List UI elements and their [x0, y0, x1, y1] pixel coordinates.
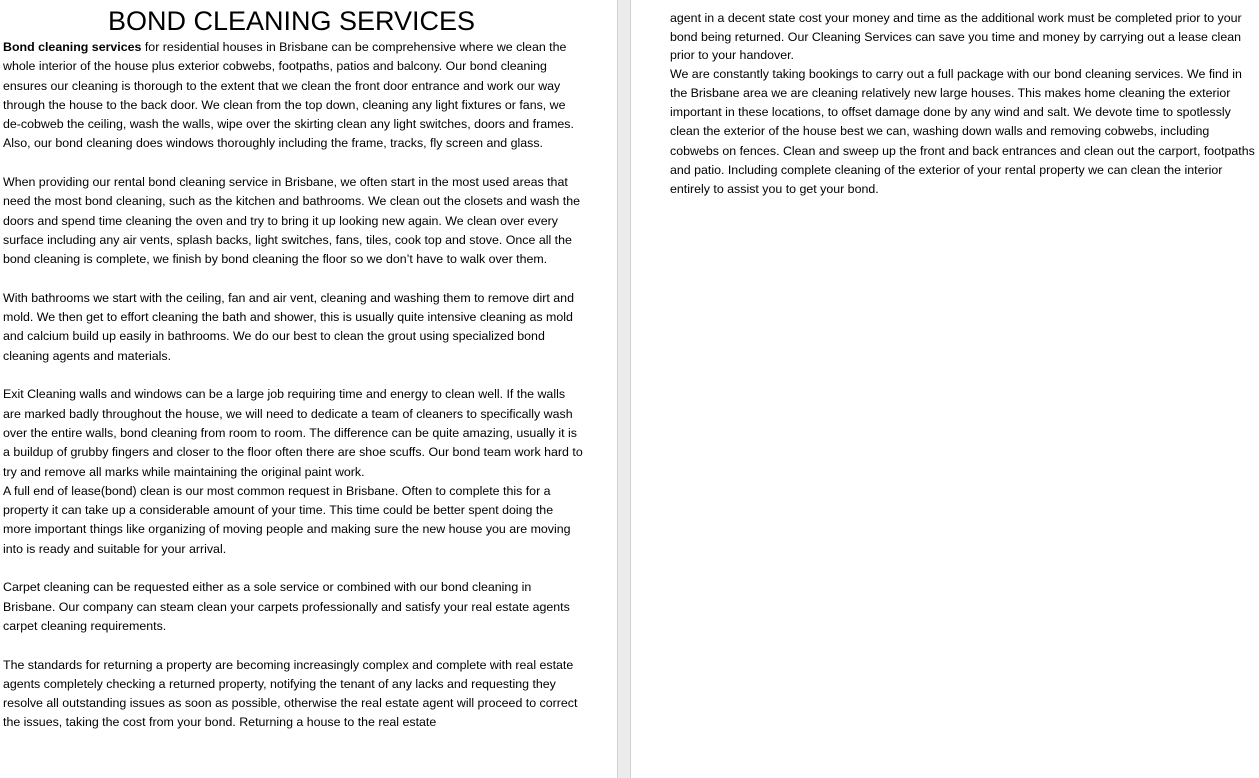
page-separator: [617, 0, 631, 778]
paragraph-spacer: [3, 366, 583, 385]
paragraph-bathrooms: With bathrooms we start with the ceiling, fan and air vent, cleaning and washing them to remove dirt and mold. We then get to effort cleaning the bath and shower, this is usually quite intensive cleaning as mold and calcium build up easily in bathrooms. We do our best to clean the grout using specialized bond cleaning agents and materials.: [3, 290, 574, 363]
paragraph-intro: [3, 38, 583, 154]
paragraph-spacer: [3, 636, 583, 655]
paragraph-intro-text: for residential houses in Brisbane can be comprehensive where we clean the whole interior of the house plus exterior cobwebs, footpaths, patios and balcony. Our bond cleaning ensures our cleaning is thorough to the extent that we clean the front door entrance and work our way through the house to the back door. We clean from the top down, cleaning any light fixtures or fans, we de-cobweb the ceiling, wash the walls, wipe over the skirting clean any light switches, doors and frames. Also, our bond cleaning does windows thoroughly including the frame, tracks, fly screen and glass.: [3, 40, 574, 151]
paragraph-spacer: [3, 154, 583, 173]
document-title: BOND CLEANING SERVICES: [107, 6, 476, 36]
paragraph-spacer: [3, 270, 583, 289]
paragraph-standards: The standards for returning a property are becoming increasingly complex and complete with real estate agents completely checking a returned property, notifying the tenant of any lacks and requesting they resolve all outstanding issues as soon as possible, otherwise the real estate agent will proceed to correct the issues, taking the cost from your bond. Returning a house to the real estate: [3, 657, 578, 730]
left-column-text: [3, 38, 583, 733]
paragraph-carpet: Carpet cleaning can be requested either as a sole service or combined with our bond cleaning in Brisbane. Our company can steam clean your carpets professionally and satisfy your real estate agents carpet cleaning requirements.: [3, 580, 570, 633]
paragraph-spacer: [3, 559, 583, 578]
document-page-right: [631, 0, 1259, 778]
document-page-left: [0, 0, 617, 778]
right-column-text: [670, 9, 1255, 200]
paragraph-continuation: agent in a decent state cost your money and time as the additional work must be completed prior to your bond being returned. Our Cleaning Services can save you time and money by carrying out a lease clean prior to your handover.: [670, 11, 1242, 62]
bold-lead-text: Bond cleaning services: [3, 40, 142, 54]
paragraph-walls: Exit Cleaning walls and windows can be a large job requiring time and energy to clean well. If the walls are marked badly throughout the house, we will need to dedicate a team of cleaners to specifically wash over the entire walls, bond cleaning from room to room. The difference can be quite amazing, usually it is a buildup of grubby fingers and closer to the floor often there are shoe scuffs. Our bond team work hard to try and remove all marks while maintaining the original paint work.: [3, 387, 583, 479]
paragraph-bookings: We are constantly taking bookings to carry out a full package with our bond cleaning services. We find in the Brisbane area we are cleaning relatively new large houses. This makes home cleaning the exterior important in these locations, to offset damage done by any wind and salt. We devote time to spotlessly clean the exterior of the house best we can, washing down walls and removing cobwebs, including cobwebs on fences. Clean and sweep up the front and back entrances and clean out the carport, footpaths and patio. Including complete cleaning of the exterior of your rental property we can clean the interior entirely to assist you to get your bond.: [670, 66, 1255, 197]
paragraph-end-of-lease: A full end of lease(bond) clean is our most common request in Brisbane. Often to complete this for a property it can take up a considerable amount of your time. This time could be better spent doing the more important things like organizing of moving people and making sure the new house you are moving into is ready and suitable for your arrival.: [3, 483, 571, 556]
paragraph-kitchen: When providing our rental bond cleaning service in Brisbane, we often start in the most used areas that need the most bond cleaning, such as the kitchen and bathrooms. We clean out the closets and wash the doors and spend time cleaning the oven and try to bring it up looking new again. We clean over every surface including any air vents, splash backs, light switches, fans, tiles, cook top and stove. Once all the bond cleaning is complete, we finish by bond cleaning the floor so we don’t have to walk over them.: [3, 175, 580, 267]
